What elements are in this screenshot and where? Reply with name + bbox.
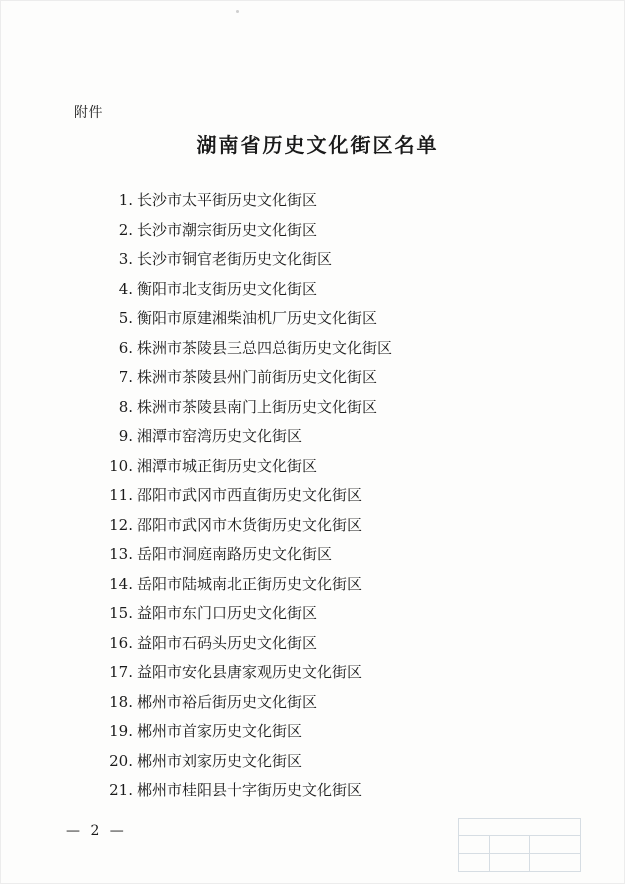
item-text: 岳阳市洞庭南路历史文化街区 — [137, 545, 333, 563]
list-item — [103, 749, 392, 779]
stamp-divider — [529, 836, 530, 871]
item-number: 3. — [118, 250, 133, 268]
list-item — [103, 277, 392, 307]
list-item — [103, 306, 392, 336]
item-number: 11. — [109, 486, 133, 504]
item-number: 2. — [118, 220, 133, 239]
list-item — [103, 188, 392, 218]
list-item — [103, 395, 392, 425]
item-text: 岳阳市陆城南北正街历史文化街区 — [137, 574, 363, 593]
list-item — [103, 542, 392, 572]
item-number: 10. — [109, 456, 133, 475]
item-text: 郴州市桂阳县十字街历史文化街区 — [137, 781, 363, 799]
list-item — [103, 218, 392, 248]
item-number: 15. — [109, 604, 133, 622]
item-text: 株洲市茶陵县三总四总街历史文化街区 — [137, 338, 393, 357]
item-text: 郴州市裕后街历史文化街区 — [137, 692, 318, 711]
list-item — [103, 365, 392, 395]
item-text: 湘潭市城正街历史文化街区 — [137, 456, 318, 475]
page-title: 湖南省历史文化街区名单 — [196, 133, 439, 157]
scan-speck — [236, 10, 239, 13]
item-number: 6. — [118, 338, 133, 357]
item-number: 20. — [109, 751, 133, 770]
item-number: 17. — [109, 663, 133, 681]
list-item — [103, 660, 392, 690]
district-list — [103, 188, 392, 808]
item-number: 4. — [118, 279, 133, 298]
item-text: 益阳市石码头历史文化街区 — [137, 633, 318, 652]
list-item — [103, 454, 392, 484]
item-number: 7. — [118, 368, 133, 386]
list-item — [103, 483, 392, 513]
list-item — [103, 778, 392, 808]
item-text: 邵阳市武冈市木货街历史文化街区 — [137, 515, 363, 534]
item-text: 益阳市东门口历史文化街区 — [137, 604, 318, 622]
item-number: 13. — [109, 545, 133, 563]
item-number: 5. — [118, 309, 133, 327]
item-number: 18. — [109, 692, 133, 711]
item-number: 1. — [118, 191, 133, 209]
list-item — [103, 336, 392, 366]
page-number: — 2 — — [66, 823, 127, 839]
item-text: 郴州市刘家历史文化街区 — [137, 751, 303, 770]
item-number: 12. — [109, 515, 133, 534]
list-item — [103, 247, 392, 277]
item-text: 郴州市首家历史文化街区 — [137, 722, 303, 740]
item-text: 益阳市安化县唐家观历史文化街区 — [137, 663, 363, 681]
item-number: 19. — [109, 722, 133, 740]
list-item — [103, 424, 392, 454]
item-text: 长沙市太平街历史文化街区 — [137, 191, 318, 209]
item-text: 衡阳市北支街历史文化街区 — [137, 279, 318, 298]
item-text: 株洲市茶陵县南门上街历史文化街区 — [137, 397, 378, 416]
list-item — [103, 690, 392, 720]
item-number: 9. — [118, 427, 133, 445]
item-number: 8. — [118, 397, 133, 416]
list-item — [103, 601, 392, 631]
receipt-stamp — [458, 818, 581, 872]
item-number: 21. — [109, 781, 133, 799]
list-item — [103, 719, 392, 749]
item-number: 14. — [109, 574, 133, 593]
item-number: 16. — [109, 633, 133, 652]
item-text: 衡阳市原建湘柴油机厂历史文化街区 — [137, 309, 378, 327]
attachment-label: 附件 — [74, 105, 103, 121]
item-text: 邵阳市武冈市西直街历史文化街区 — [137, 486, 363, 504]
list-item — [103, 631, 392, 661]
item-text: 株洲市茶陵县州门前街历史文化街区 — [137, 368, 378, 386]
item-text: 长沙市铜官老街历史文化街区 — [137, 250, 333, 268]
stamp-divider — [489, 836, 490, 871]
item-text: 湘潭市窑湾历史文化街区 — [137, 427, 303, 445]
list-item — [103, 513, 392, 543]
list-item — [103, 572, 392, 602]
item-text: 长沙市潮宗街历史文化街区 — [137, 220, 318, 239]
